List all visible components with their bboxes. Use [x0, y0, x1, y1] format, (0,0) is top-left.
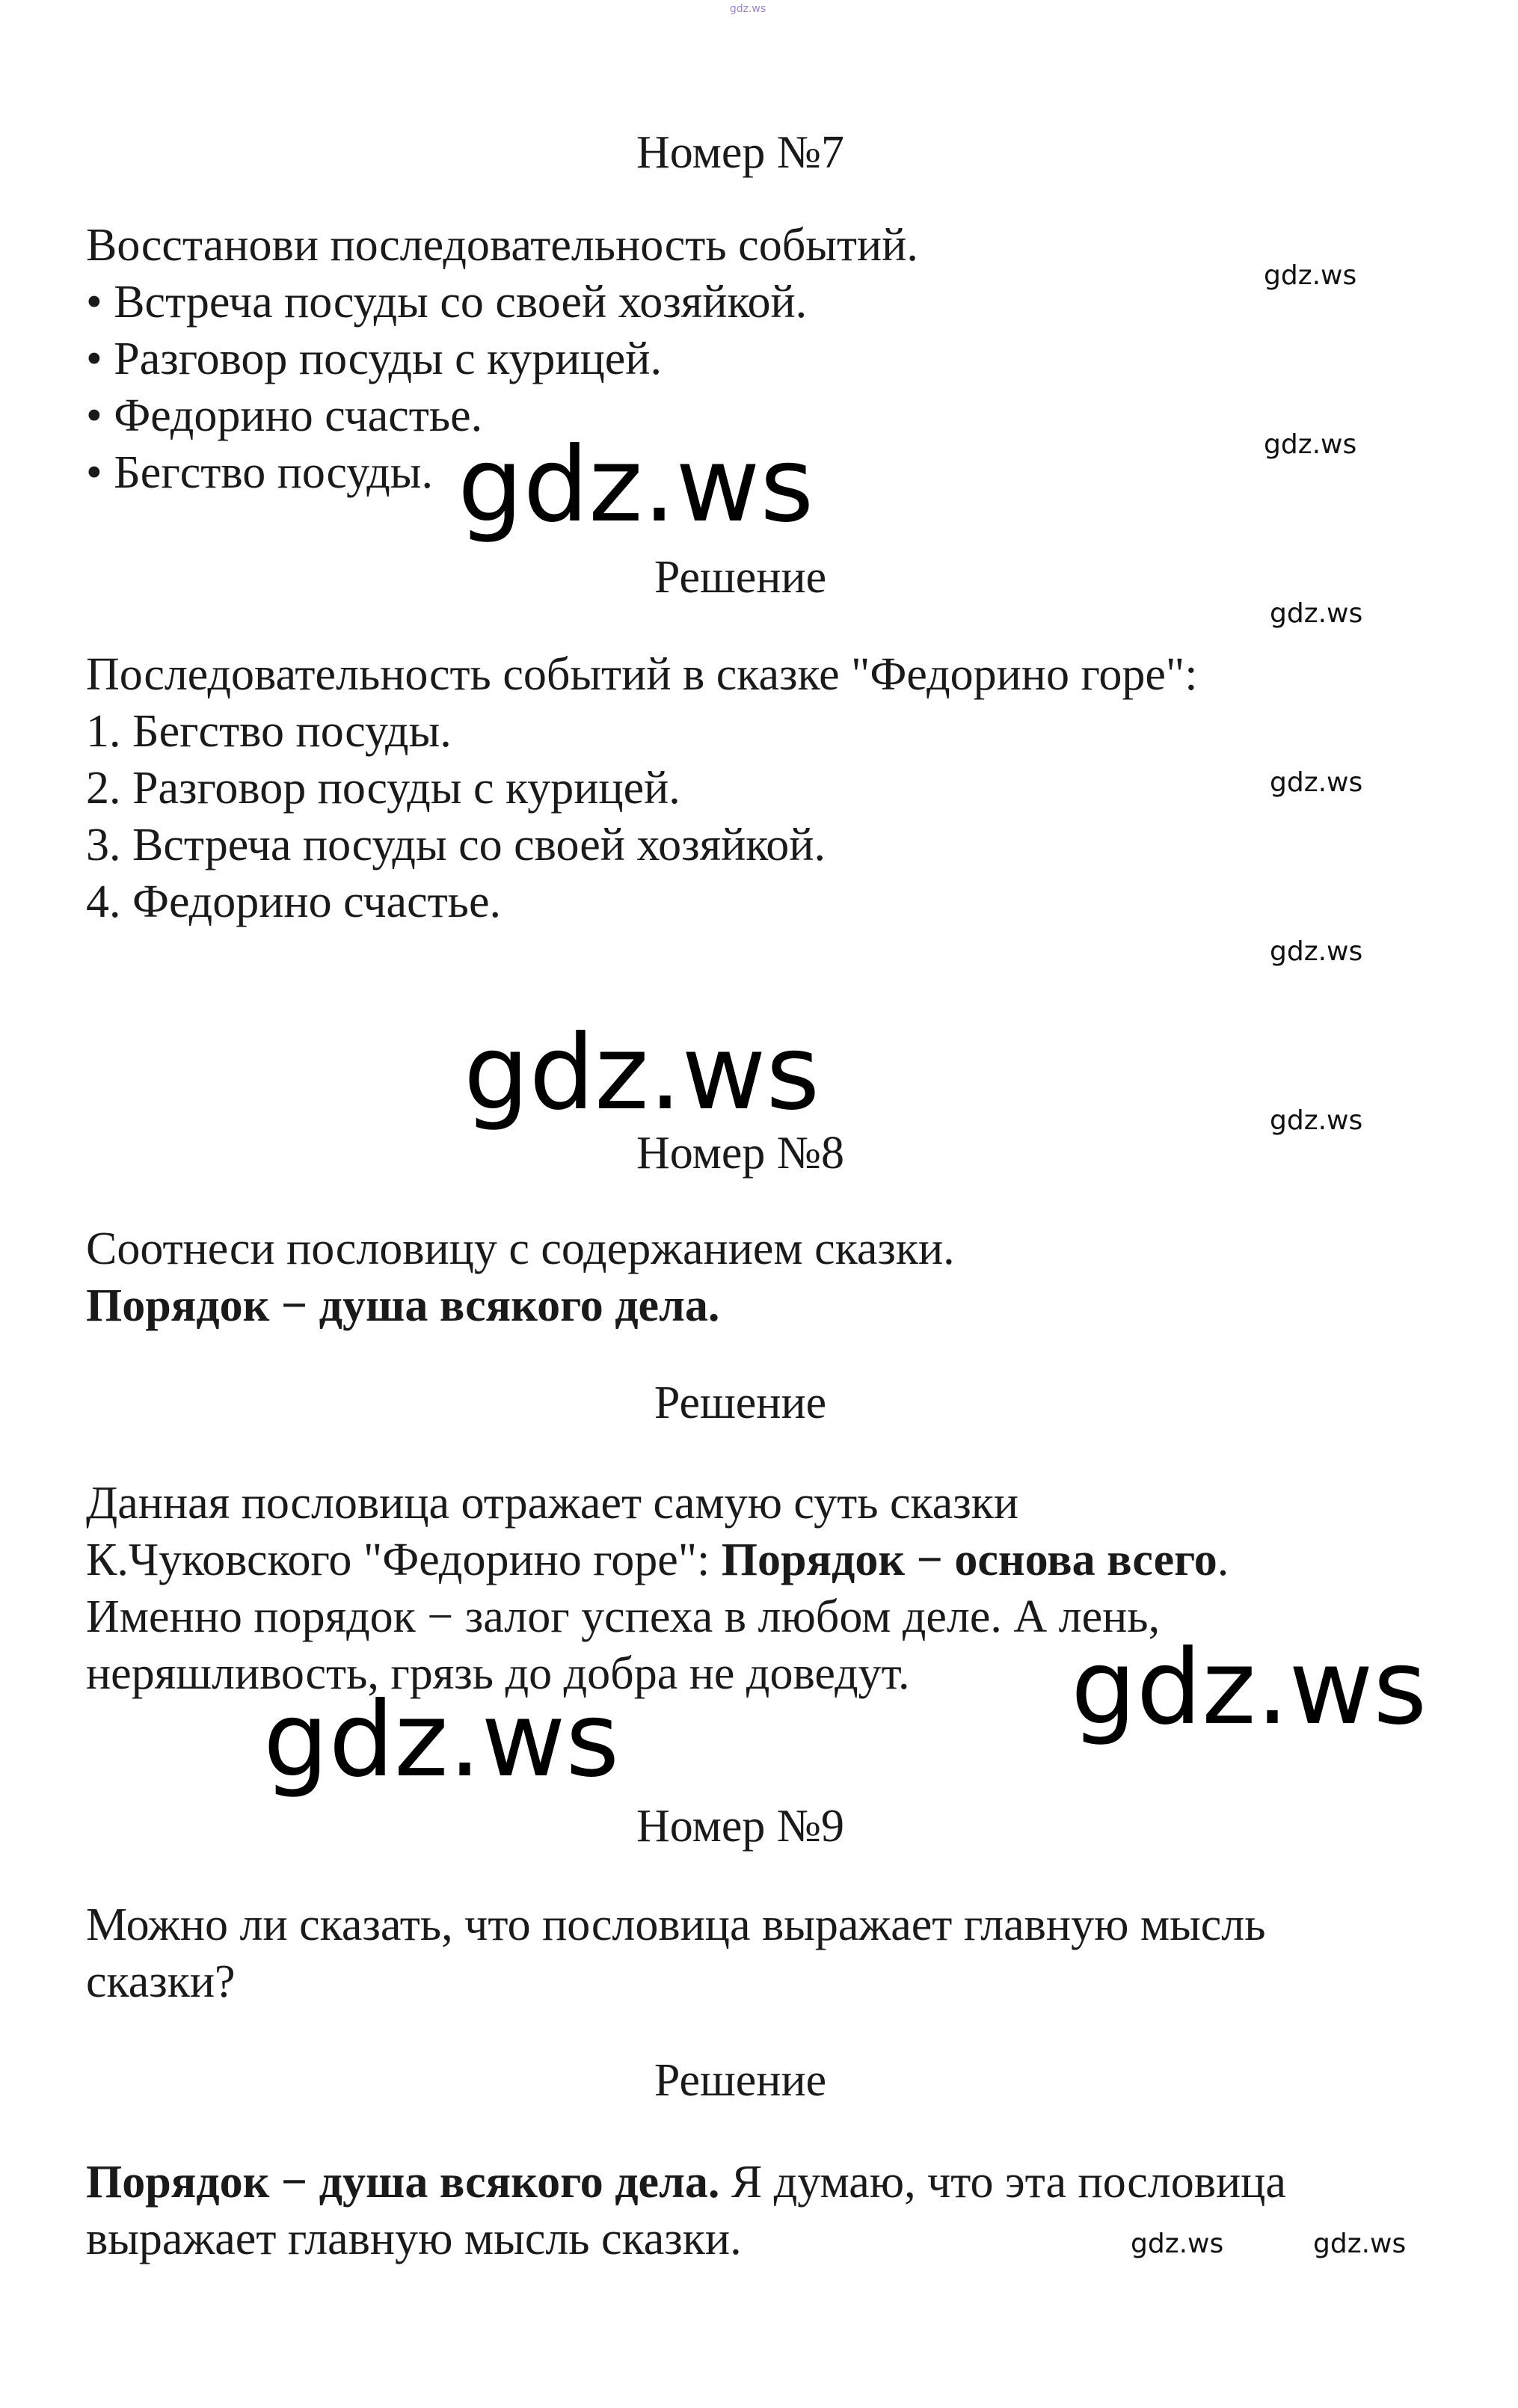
task8-solution-line-2-prefix: К.Чуковского "Федорино горе": [86, 1535, 722, 1585]
task7-item-1: • Встреча посуды со своей хозяйкой. [86, 277, 808, 328]
task9-answer-line-2: выражает главную мысль сказки. [86, 2214, 742, 2264]
task8-solution-line-3: Именно порядок − залог успеха в любом деле. А лень, [86, 1591, 1161, 1642]
task7-solution-item-3: 3. Встреча посуды со своей хозяйкой. [86, 820, 826, 870]
watermark-big-1: gdz.ws [458, 425, 814, 545]
task8-heading: Номер №8 [636, 1128, 844, 1179]
task7-item-3: • Федорино счастье. [86, 390, 483, 441]
task7-solution-item-1: 1. Бегство посуды. [86, 706, 452, 757]
task7-solution-intro: Последовательность событий в сказке "Федорино горе": [86, 649, 1198, 700]
task7-item-2: • Разговор посуды с курицей. [86, 334, 662, 384]
task7-solution-item-2: 2. Разговор посуды с курицей. [86, 763, 680, 814]
task8-solution-heading: Решение [654, 1377, 827, 1428]
watermark-big-2: gdz.ws [464, 1013, 820, 1133]
task9-answer-bold: Порядок − душа всякого дела. [86, 2157, 720, 2208]
task7-solution-heading: Решение [654, 552, 827, 603]
watermark-small-2: gdz.ws [1264, 429, 1357, 460]
watermark-small-4: gdz.ws [1270, 767, 1363, 798]
watermark-top: gdz.ws [729, 3, 766, 15]
watermark-big-4: gdz.ws [263, 1680, 620, 1800]
watermark-small-6: gdz.ws [1270, 1105, 1363, 1136]
watermark-small-8: gdz.ws [1313, 2229, 1407, 2259]
task8-solution-line-4: неряшливость, грязь до добра не доведут. [86, 1648, 910, 1699]
task9-answer-line-1 [86, 2154, 1286, 2211]
task7-item-4: • Бегство посуды. [86, 447, 433, 498]
task8-solution-line-2 [86, 1532, 1229, 1588]
task9-answer-rest: Я думаю, что эта пословица [719, 2157, 1286, 2208]
task8-solution-line-2-bold: Порядок − основа всего [721, 1535, 1217, 1585]
watermark-small-3: gdz.ws [1270, 598, 1363, 629]
task7-question: Восстанови последовательность событий. [86, 220, 918, 271]
task9-question-line-1: Можно ли сказать, что пословица выражает главную мысль [86, 1899, 1266, 1950]
watermark-small-5: gdz.ws [1270, 936, 1363, 967]
task9-heading: Номер №9 [636, 1801, 844, 1852]
task8-solution-line-2-suffix: . [1217, 1535, 1229, 1585]
task9-question-line-2: сказки? [86, 1956, 236, 2007]
watermark-big-3: gdz.ws [1071, 1627, 1428, 1748]
task8-solution-line-1: Данная пословица отражает самую суть сказки [86, 1478, 1018, 1529]
task7-heading: Номер №7 [636, 127, 844, 178]
task8-proverb: Порядок − душа всякого дела. [86, 1280, 720, 1331]
watermark-small-1: gdz.ws [1264, 260, 1357, 291]
task8-question: Соотнеси пословицу с содержанием сказки. [86, 1223, 955, 1274]
watermark-small-7: gdz.ws [1131, 2229, 1224, 2259]
task7-solution-item-4: 4. Федорино счастье. [86, 876, 501, 927]
task9-solution-heading: Решение [654, 2055, 827, 2106]
